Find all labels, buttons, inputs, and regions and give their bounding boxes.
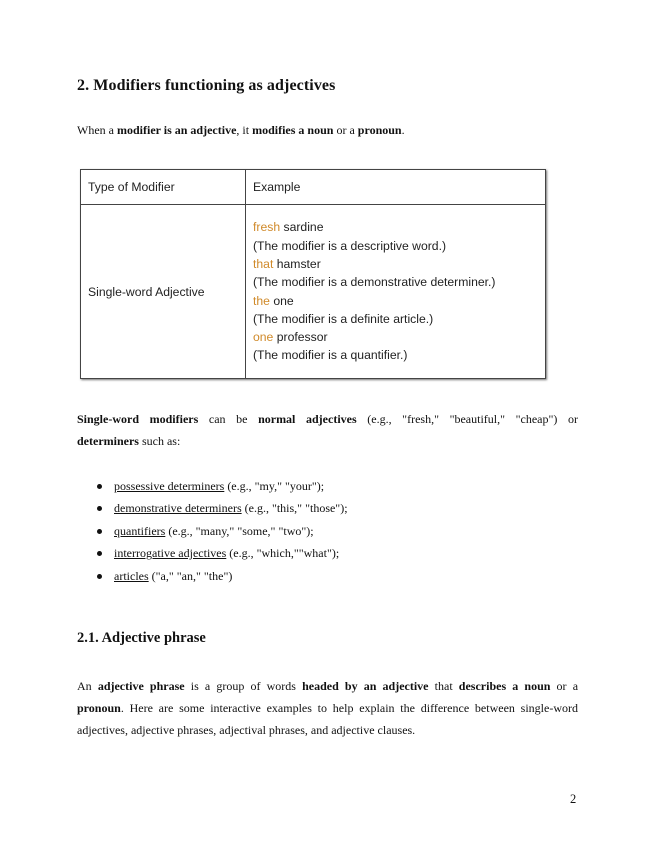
list-item bbox=[77, 565, 348, 587]
example-highlight: that bbox=[253, 256, 274, 271]
subsection-heading: 2.1. Adjective phrase bbox=[77, 630, 206, 646]
example-highlight: the bbox=[253, 293, 270, 308]
example-text: one bbox=[269, 293, 294, 308]
list-text: ("a," "an," "the") bbox=[148, 568, 233, 583]
list-term: quantifiers bbox=[114, 523, 166, 538]
p3-text-2: is a group of words bbox=[184, 679, 303, 693]
list-item bbox=[77, 497, 348, 519]
header-type-of-modifier: Type of Modifier bbox=[81, 170, 246, 205]
example-line bbox=[253, 292, 538, 310]
example-text: sardine bbox=[280, 220, 324, 235]
example-highlight: fresh bbox=[253, 220, 281, 235]
example-text: professor bbox=[273, 330, 328, 345]
list-term: articles bbox=[114, 568, 149, 583]
determiner-list bbox=[77, 475, 348, 587]
bullet-icon bbox=[97, 506, 102, 511]
list-text: (e.g., "many," "some," "two"); bbox=[165, 523, 314, 538]
paragraph-line-1 bbox=[77, 675, 578, 697]
p3-text-5: . Here are some interactive examples to help explain the difference between single-word adjectives, adjective phrases, adjectival phrases, and adjective clauses. bbox=[77, 701, 578, 737]
bold-adjective-phrase: adjective phrase bbox=[97, 679, 185, 693]
bold-normal-adjectives: normal adjectives bbox=[258, 412, 357, 426]
example-text: hamster bbox=[273, 256, 321, 271]
example-line bbox=[253, 328, 538, 346]
para2-text-2: (e.g., "fresh," "beautiful," "cheap") or bbox=[356, 412, 578, 426]
example-line bbox=[253, 346, 538, 364]
example-text: (The modifier is a descriptive word.) bbox=[253, 238, 447, 253]
example-line bbox=[253, 255, 538, 273]
list-item bbox=[77, 542, 348, 564]
bullet-icon bbox=[97, 484, 102, 489]
list-item bbox=[77, 475, 348, 497]
bold-pronoun: pronoun bbox=[77, 701, 121, 715]
list-item bbox=[77, 520, 348, 542]
example-text: (The modifier is a quantifier.) bbox=[253, 348, 408, 363]
bold-describes-noun: describes a noun bbox=[458, 679, 551, 693]
example-line bbox=[253, 273, 538, 291]
table-header-row bbox=[81, 170, 546, 205]
list-text: (e.g., "my," "your"); bbox=[224, 479, 325, 493]
intro-text-1: When a bbox=[77, 123, 117, 137]
intro-paragraph bbox=[77, 119, 577, 141]
example-line bbox=[253, 237, 538, 255]
bullet-icon bbox=[97, 529, 102, 534]
p3-text-1: An bbox=[77, 679, 98, 693]
para2-text-3: such as: bbox=[138, 434, 181, 448]
single-word-modifiers-paragraph bbox=[77, 408, 578, 452]
example-text: (The modifier is a definite article.) bbox=[253, 311, 434, 326]
list-text: (e.g., "which,""what"); bbox=[226, 546, 340, 561]
bullet-icon bbox=[97, 551, 102, 556]
p3-text-3: that bbox=[428, 679, 459, 693]
cell-examples bbox=[246, 205, 546, 379]
adjective-phrase-paragraph bbox=[77, 675, 578, 741]
header-example: Example bbox=[246, 170, 546, 205]
paragraph-rest bbox=[77, 697, 578, 741]
intro-bold-1: modifier is an adjective bbox=[116, 123, 237, 137]
intro-bold-2: modifies a noun bbox=[252, 123, 334, 137]
bold-headed-by-adjective: headed by an adjective bbox=[302, 679, 429, 693]
section-heading: 2. Modifiers functioning as adjectives bbox=[77, 77, 336, 94]
list-term: interrogative adjectives bbox=[114, 546, 227, 561]
example-highlight: one bbox=[253, 330, 274, 345]
bullet-icon bbox=[97, 574, 102, 579]
para2-text-1: can be bbox=[198, 412, 259, 426]
cell-modifier-type: Single-word Adjective bbox=[81, 205, 246, 379]
intro-text-4: . bbox=[401, 123, 405, 137]
intro-text-3: or a bbox=[333, 123, 358, 137]
list-term: possessive determiners bbox=[114, 479, 225, 493]
example-line bbox=[253, 310, 538, 328]
example-text: (The modifier is a demonstrative determiner.) bbox=[253, 275, 496, 290]
example-line bbox=[253, 218, 538, 236]
paragraph-line-2 bbox=[77, 430, 578, 452]
bold-determiners: determiners bbox=[77, 434, 139, 448]
list-term: demonstrative determiners bbox=[114, 501, 242, 516]
bold-single-word-modifiers: Single-word modifiers bbox=[77, 412, 199, 426]
list-text: (e.g., "this," "those"); bbox=[241, 501, 348, 516]
table-row bbox=[81, 205, 546, 379]
paragraph-line-1 bbox=[77, 408, 578, 430]
p3-text-4: or a bbox=[550, 679, 579, 693]
modifier-table bbox=[80, 169, 546, 379]
page-number: 2 bbox=[570, 792, 577, 806]
intro-bold-3: pronoun bbox=[357, 123, 402, 137]
intro-text-2: , it bbox=[236, 123, 253, 137]
